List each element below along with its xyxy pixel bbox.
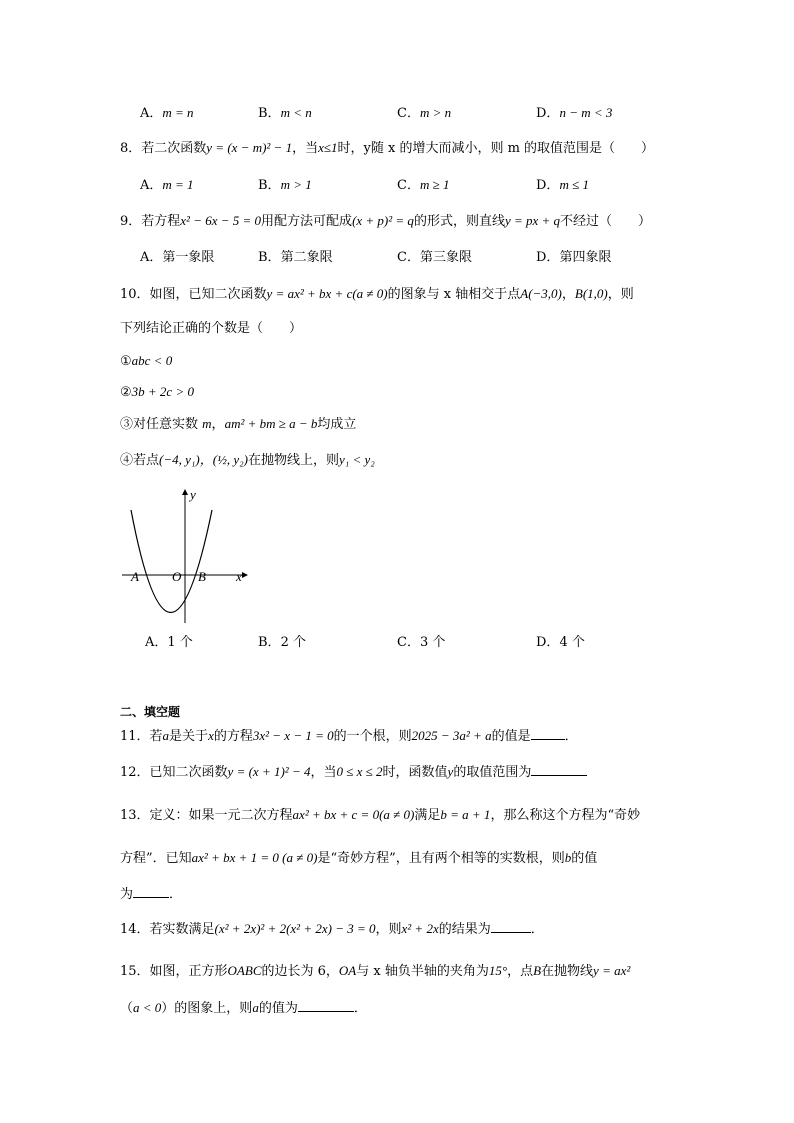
q8-option-a[interactable]: A．m = 1 — [140, 177, 194, 193]
q15-line1: 15．如图，正方形OABC的边长为 6，OA与 x 轴负半轴的夹角为15°，点B在抛物线y = ax² — [120, 963, 631, 979]
q10-option-d[interactable]: D．4 个 — [536, 635, 585, 650]
q13-answer-blank[interactable] — [133, 885, 169, 898]
q15-answer-blank[interactable] — [298, 999, 354, 1012]
q7-option-b[interactable]: B．m < n — [258, 105, 312, 121]
q15-line2: （a < 0）的图象上，则a的值为 ． — [120, 1000, 367, 1016]
q12-answer-blank[interactable] — [531, 763, 587, 776]
q9-option-b[interactable]: B．第二象限 — [258, 250, 333, 265]
q8-stem: 8．若二次函数y = (x − m)² − 1，当x≤1时，y随 x 的增大而减小，则 m 的取值范围是（ ） — [120, 140, 655, 156]
y-axis-arrow — [182, 489, 188, 495]
q7-option-d[interactable]: D．n − m < 3 — [536, 105, 613, 121]
q10-option-c[interactable]: C．3 个 — [397, 635, 446, 650]
label-x: x — [236, 569, 242, 584]
q10-item-3: ③对任意实数 m，am² + bm ≥ a − b均成立 — [120, 416, 357, 432]
q13-line1: 13．定义：如果一元二次方程ax² + bx + c = 0(a ≠ 0)满足b = a + 1，那么称这个方程为“奇妙 — [120, 807, 641, 823]
q13-line2: 方程”．已知ax² + bx + 1 = 0 (a ≠ 0)是“奇妙方程”，且有两个相等的实数根，则b的值 — [120, 850, 598, 866]
q9-option-a[interactable]: A．第一象限 — [140, 250, 215, 265]
x-axis-arrow — [242, 572, 248, 578]
q10-option-b[interactable]: B．2 个 — [258, 635, 306, 650]
q10-stem-line2: 下列结论正确的个数是（ ） — [120, 321, 303, 336]
q8-option-c[interactable]: C．m ≥ 1 — [397, 177, 450, 193]
q10-item-2: ②3b + 2c > 0 — [120, 384, 194, 400]
q9-stem: 9．若方程x² − 6x − 5 = 0用配方法可配成(x + p)² = q的形式，则直线y = px + q不经过（ ） — [120, 213, 652, 229]
q14-stem: 14．若实数满足(x² + 2x)² + 2(x² + 2x) − 3 = 0，则x² + 2x的结果为 ． — [120, 921, 544, 937]
q14-answer-blank[interactable] — [491, 920, 531, 933]
q11-answer-blank[interactable] — [531, 727, 565, 740]
q8-option-d[interactable]: D．m ≤ 1 — [536, 177, 589, 193]
q10-item-4: ④若点(−4, y₁)，(½, y₂)在抛物线上，则y₁ < y₂ — [120, 452, 375, 468]
q9-option-c[interactable]: C．第三象限 — [397, 250, 472, 265]
q8-option-b[interactable]: B．m > 1 — [258, 177, 312, 193]
q9-option-d[interactable]: D．第四象限 — [536, 250, 612, 265]
label-y: y — [190, 487, 196, 502]
q10-stem: 10．如图，已知二次函数y = ax² + bx + c(a ≠ 0)的图象与 x 轴相交于点A(−3,0)，B(1,0)，则 — [120, 286, 634, 302]
label-o: O — [172, 569, 182, 584]
q12-stem: 12．已知二次函数y = (x + 1)² − 4，当0 ≤ x ≤ 2时，函数值y的取值范围为 — [120, 763, 587, 782]
q10-item-1: ①abc < 0 — [120, 353, 173, 369]
section-title: 二、填空题 — [120, 705, 181, 719]
label-a: A — [131, 569, 139, 584]
q7-option-a[interactable]: A．m = n — [140, 105, 194, 121]
parabola-curve — [131, 510, 212, 613]
q10-parabola-graph — [118, 485, 258, 630]
label-b: B — [198, 569, 206, 584]
q13-line3: 为 ． — [120, 887, 183, 902]
q11-stem: 11．若a是关于x的方程3x² − x − 1 = 0的一个根，则2025 − 3a² + a的值是 ． — [120, 728, 578, 744]
q10-option-a[interactable]: A．1 个 — [145, 635, 193, 650]
q7-option-c[interactable]: C．m > n — [397, 105, 452, 121]
